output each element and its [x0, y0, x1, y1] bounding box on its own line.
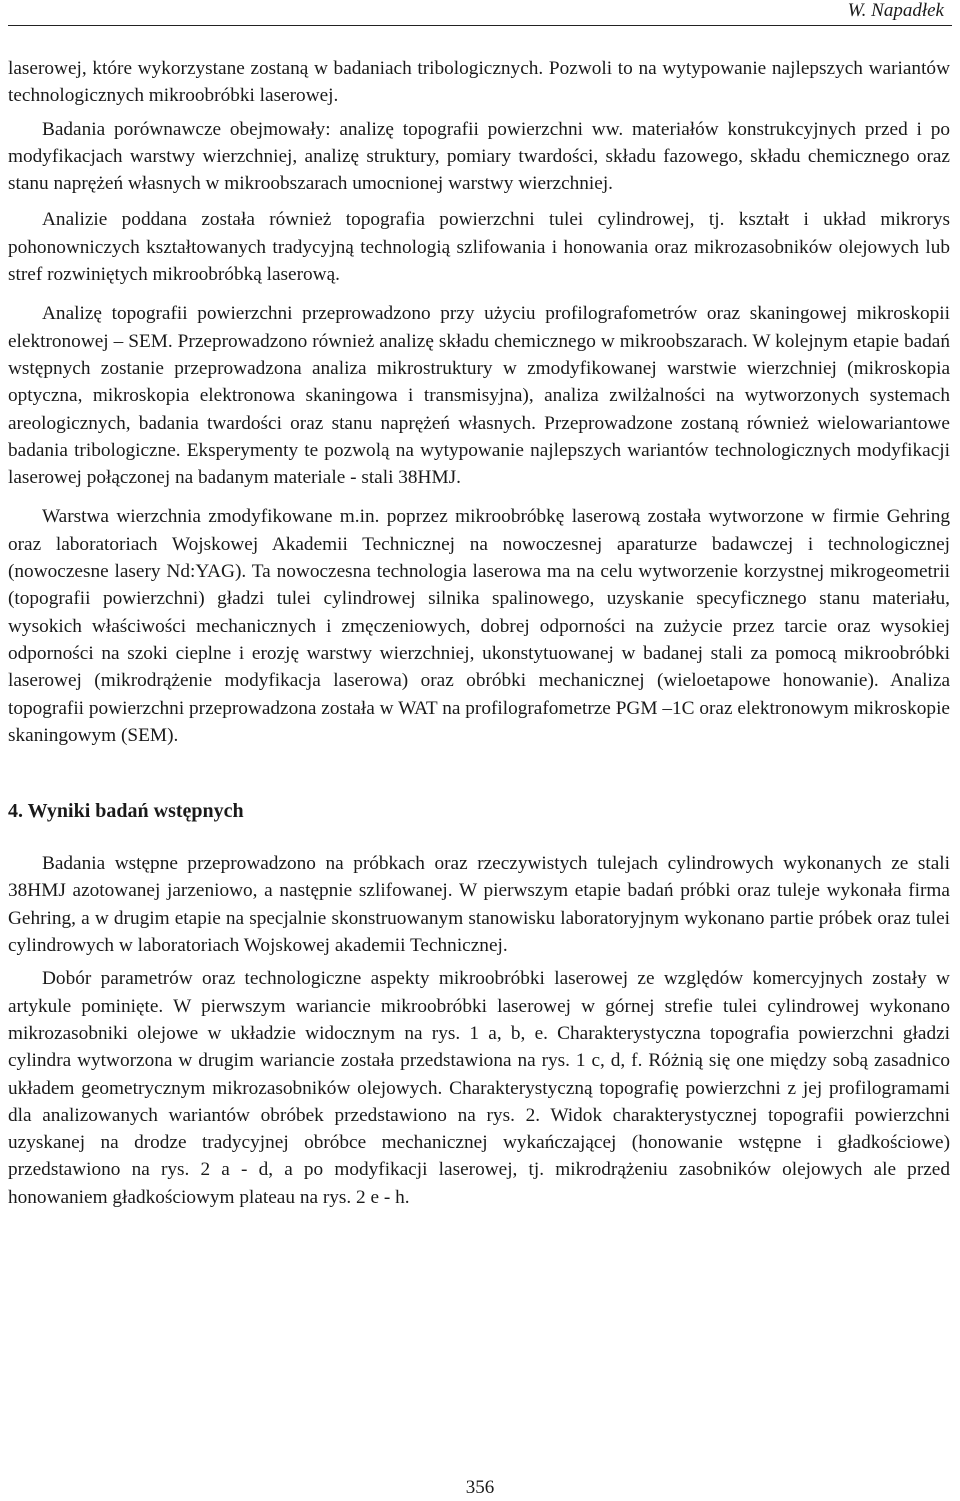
running-head-author: W. Napadłek: [847, 0, 944, 21]
paragraph-continuation: laserowej, które wykorzystane zostaną w badaniach tribologicznych. Pozwoli to na wytypowanie najlepszych wariantów technologicznych mikroobróbki laserowej.: [8, 58, 950, 107]
body-text: [8, 55, 950, 1211]
paragraph-comparative-studies: Badania porównawcze obejmowały: analizę topografii powierzchni ww. materiałów konstrukcyjnych przed i po modyfikacjach warstwy wierzchniej, analizę struktury, pomiary twardości, składu fazowego, składu chemicznego oraz stanu naprężeń własnych w mikroobszarach umocnionej warstwy wierzchniej.: [8, 118, 950, 195]
paragraph-analysis-methods: Analizę topografii powierzchni przeprowadzono przy użyciu profilografometrów oraz skaningowej mikroskopii elektronowej – SEM. Przeprowadzono również analizę składu chemicznego w mikroobszarach. W kolejnym etapie badań wstępnych zostanie przeprowadzona analiza mikrostruktury w zmodyfikowanej warstwie wierzchniej (mikroskopia optyczna, mikroskopia elektronowa skaningowa i transmisyjna), analiza zwilżalności na wytworzonych systemach areologicznych, badania twardości oraz stanu naprężeń własnych. Przeprowadzone zostaną również wielowariantowe badania tribologiczne. Eksperymenty te pozwolą na wytypowanie najlepszych wariantów technologicznych modyfikacji laserowej połączonej na badanym materiale - stali 38HMJ.: [8, 303, 950, 489]
paragraph-surface-layer: Warstwa wierzchnia zmodyfikowane m.in. poprzez mikroobróbkę laserową została wytworzone w firmie Gehring oraz laboratoriach Wojskowej Akademii Technicznej na nowoczesnej aparaturze badawczej i technologicznej (nowoczesne lasery Nd:YAG). Ta nowoczesna technologia laserowa ma na celu wytworzenie korzystnej mikrogeometrii (topografii powierzchni) gładzi tulei cylindrowej silnika spalinowego, uzyskanie specyficznego stanu materiału, wysokich właściwości mechanicznych i zmęczeniowych, dobrej odporności na zużycie przez tarcie oraz wysokiej odporności na szoki cieplne i erozję warstwy wierzchniej, ukonstytuowanej w badanej stali za pomocą mikroobróbki laserowej (mikrodrążenie modyfikacja laserowa) oraz obróbki mechanicznej (wieloetapowe honowanie). Analiza topografii powierzchni przeprowadzona została w WAT na profilografometrze PGM –1C oraz elektronowym mikroskopie skaningowym (SEM).: [8, 506, 950, 746]
paragraph-preliminary-studies: Badania wstępne przeprowadzono na próbkach oraz rzeczywistych tulejach cylindrowych wykonanych ze stali 38HMJ azotowanej jarzeniowo, a następnie szlifowanej. W pierwszym etapie badań próbki oraz tuleje wykonała firma Gehring, a w drugim etapie na specjalnie skonstruowanym stanowisku laboratoryjnym wykonano partie próbek oraz tulei cylindrowych w laboratoriach Wojskowej akademii Technicznej.: [8, 853, 950, 957]
section-heading-results: 4. Wyniki badań wstępnych: [8, 800, 244, 823]
header-rule: [8, 25, 952, 26]
paragraph-parameter-selection: Dobór parametrów oraz technologiczne aspekty mikroobróbki laserowej ze względów komercyjnych zostały w artykule pominięte. W pierwszym wariancie mikroobróbki laserowej w górnej strefie tulei cylindrowej wykonano mikrozasobniki olejowe w układzie widocznym na rys. 1 a, b, e. Charakterystyczna topografia powierzchni gładzi cylindra wytworzona w drugim wariancie została przedstawiona na rys. 1 c, d, f. Różnią się one między sobą zasadnico układem geometrycznym mikrozasobników olejowych. Charakterystyczną topografię powierzchni z jej profilogramami dla analizowanych wariantów obróbek przedstawiono na rys. 2. Widok charakterystycznej topografii powierzchni uzyskanej na drodze tradycyjnej obróbce mechanicznej wykańczającej (honowanie wstępne i gładkościowe) przedstawiono na rys. 2 a - d, a po modyfikacji laserowej, tj. mikrodrążeniu zasobników olejowych ale przed honowaniem gładkościowym plateau na rys. 2 e - h.: [8, 968, 950, 1208]
paragraph-cylinder-topography: Analizie poddana została również topografia powierzchni tulei cylindrowej, tj. kształt i układ mikrorys pohonowniczych kształtowanych tradycyjną technologią szlifowania i honowania oraz mikrozasobników olejowych lub stref rozwiniętych mikroobróbką laserową.: [8, 209, 950, 286]
page-number: 356: [465, 1477, 495, 1498]
